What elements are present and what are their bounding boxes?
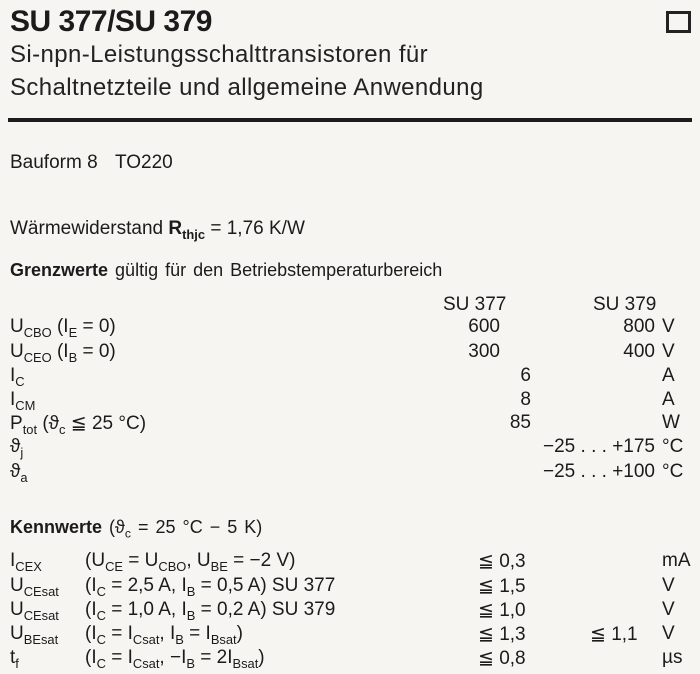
corner-square-icon: [666, 11, 691, 33]
limit-value-su379: 400: [623, 341, 655, 362]
page-subtitle: [10, 38, 484, 104]
package-name: TO220: [115, 152, 173, 173]
limit-value-common: 85: [509, 412, 531, 433]
limit-unit: V: [662, 316, 675, 337]
char-limit-1: ≦ 1,5: [478, 576, 526, 597]
char-row-tf: [0, 647, 700, 671]
char-limit-2: ≦ 1,1: [590, 624, 638, 645]
char-unit: V: [662, 623, 675, 644]
bauform-line: [0, 152, 700, 176]
thermal-resistance-line: Wärmewiderstand $R_{thjc} = 1,76$ K/W: [10, 218, 305, 242]
limits-column-headers: [0, 294, 700, 318]
char-condition: ($I_C = I_{Csat}$, $-I_B = 2I_{Bsat}$): [85, 647, 265, 671]
limit-unit: A: [662, 365, 675, 386]
limit-row-theta-a: [0, 461, 700, 485]
char-unit: µs: [662, 647, 683, 668]
char-condition: ($I_C = 2,5$ A, $I_B = 0,5$ A) SU 377: [85, 575, 336, 599]
limit-value-range: −25 . . . +175: [543, 436, 655, 457]
limit-symbol: $P_{tot}$ ($ϑ_c$ ≦ 25 °C): [10, 413, 147, 437]
char-unit: V: [662, 599, 675, 620]
limit-unit: W: [662, 412, 680, 433]
char-symbol: $I_{CEX}$: [10, 550, 42, 574]
header-divider-rule: [8, 118, 692, 122]
limit-value-range: −25 . . . +100: [543, 461, 655, 482]
limit-value-su377: 600: [468, 316, 500, 337]
char-row-ucesat-su377: [0, 575, 700, 599]
limit-symbol: $ϑ_j$: [10, 436, 24, 460]
char-limit-1: ≦ 0,8: [478, 648, 526, 669]
limit-symbol: $I_{CM}$: [10, 389, 36, 413]
limit-symbol: $U_{CBO}$ $(I_E = 0)$: [10, 316, 116, 340]
char-row-icex: [0, 550, 700, 574]
limit-symbol: $I_C$: [10, 365, 25, 389]
column-header-su379: SU 379: [593, 294, 657, 315]
kennwerte-heading-rest: ($ϑ_c = 25$ °C − 5 K): [102, 517, 263, 541]
limit-row-theta-j: [0, 436, 700, 460]
grenzwerte-heading-bold: Grenzwerte: [10, 260, 109, 280]
limit-row-uceo: [0, 341, 700, 365]
char-condition: ($I_C = 1,0$ A, $I_B = 0,2$ A) SU 379: [85, 599, 336, 623]
char-symbol: $U_{BEsat}$: [10, 623, 59, 647]
char-limit-1: ≦ 1,0: [478, 600, 526, 621]
limit-unit: A: [662, 389, 675, 410]
limit-value-su377: 300: [468, 341, 500, 362]
char-symbol: $U_{CEsat}$: [10, 575, 59, 599]
limit-value-su379: 800: [623, 316, 655, 337]
char-limit-1: ≦ 1,3: [478, 624, 526, 645]
subtitle-line-1: Si-npn-Leistungsschalttransistoren für: [10, 41, 429, 68]
subtitle-line-2: Schaltnetzteile und allgemeine Anwendung: [10, 74, 484, 101]
limit-unit: °C: [662, 436, 684, 457]
grenzwerte-heading-rest: gültig für den Betriebstemperaturbereich: [108, 260, 443, 280]
char-limit-1: ≦ 0,3: [478, 551, 526, 572]
kennwerte-heading-bold: Kennwerte: [10, 517, 103, 537]
limit-symbol: $ϑ_a$: [10, 461, 28, 485]
limit-value-common: 6: [520, 365, 531, 386]
limit-value-common: 8: [520, 389, 531, 410]
char-condition: ($I_C = I_{Csat}$, $I_B = I_{Bsat}$): [85, 623, 243, 647]
char-condition: ($U_{CE} = U_{CBO}$, $U_{BE} = -2$ V): [85, 550, 296, 574]
char-row-ucesat-su379: [0, 599, 700, 623]
limit-row-icm: [0, 389, 700, 413]
char-row-ubesat: [0, 623, 700, 647]
limit-row-ptot: [0, 412, 700, 436]
char-unit: V: [662, 575, 675, 596]
limit-unit: °C: [662, 461, 684, 482]
limit-unit: V: [662, 341, 675, 362]
kennwerte-heading: [10, 517, 263, 541]
limit-symbol: $U_{CEO}$ $(I_B = 0)$: [10, 341, 116, 365]
limit-row-ucbo: [0, 316, 700, 340]
char-symbol: $U_{CEsat}$: [10, 599, 59, 623]
column-header-su377: SU 377: [443, 294, 507, 315]
char-unit: mA: [662, 550, 691, 571]
bauform-label: Bauform 8: [10, 152, 98, 173]
grenzwerte-heading: [10, 260, 442, 281]
char-symbol: $t_f$: [10, 647, 19, 671]
page-title: SU 377/SU 379: [10, 5, 212, 38]
limit-row-ic: [0, 365, 700, 389]
